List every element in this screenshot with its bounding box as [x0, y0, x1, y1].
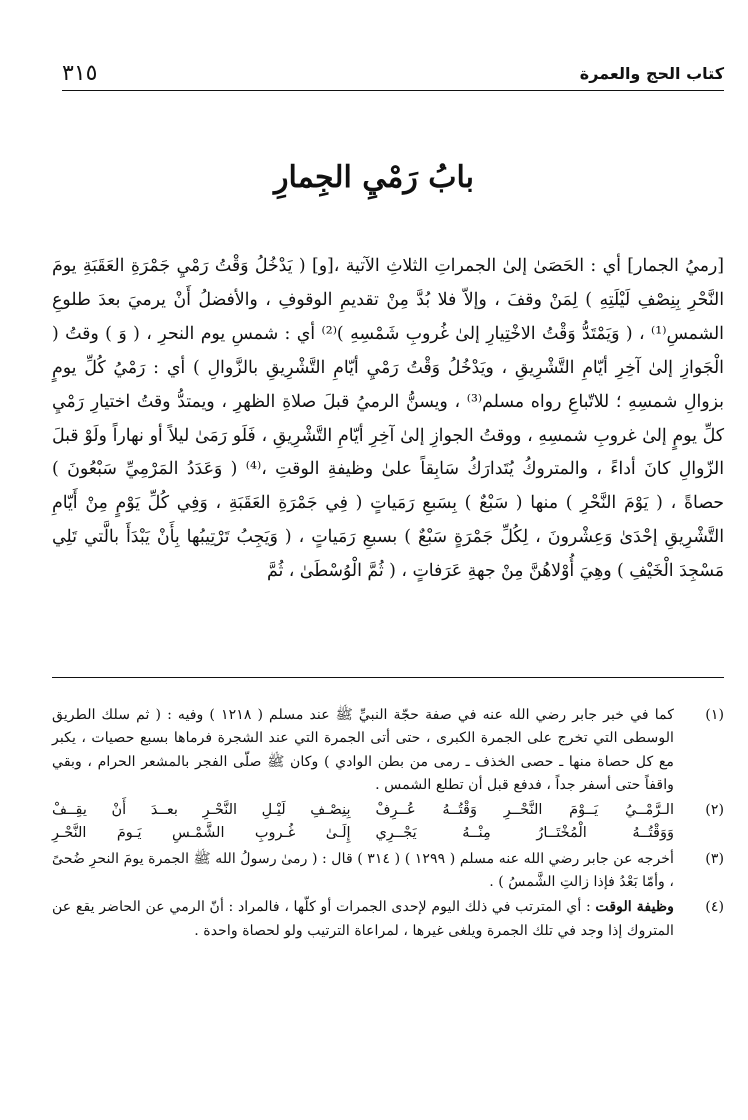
verse-hemistich: بِنِصْـفِ لَيْـلِ النَّحْـرِ بعــدَ أَنْ يقِــفْ — [52, 802, 351, 819]
footnote-number: (٢) — [705, 802, 724, 819]
verse-line — [52, 799, 674, 822]
book-title: كتاب الحج والعمرة — [579, 63, 724, 83]
verse-hemistich: إِلَـىٰ غُـروبِ الشَّمْـسِ يَـومَ النَّحْـرِ — [52, 825, 351, 842]
footnote-number: (١) — [705, 707, 724, 723]
footnote-4 — [52, 896, 724, 943]
footnote-separator — [52, 677, 724, 678]
footnote-3 — [52, 848, 724, 895]
footnote-2 — [52, 799, 724, 846]
verse-hemistich: وَوَقْتُــهُ الْمُخْتَــارُ مِنْــهُ يَجْــرِي — [375, 825, 674, 842]
main-paragraph: [رميُ الجمار] أي : الحَصَىٰ إلىٰ الجمراتِ الثلاثِ الآتية ،[و] ( يَدْخُلُ وَقْتُ رَمْيِ جَمْرَةِ العَقَبَةِ يومَ النَّحْرِ بِنِصْفِ لَيْلَتِهِ ) لِمَنْ وقفَ ، وإلاّ فلا بُدَّ مِنْ تقديمِ الوقوفِ ، والأفضلُ أَنْ يرميَ بعدَ طلوعِ الشمسِ⁽¹⁾ ، ( وَيَمْتَدُّ وَقْتُ الاخْتِيارِ إلىٰ غُروبِ شَمْسِهِ )⁽²⁾ أي : شمسِ يوم النحرِ ، ( وَ ) وقتُ ( الْجَوازِ إلىٰ آخِرِ أيّامِ التَّشْرِيقِ ، ويَدْخُلُ وَقْتُ رَمْيِ أيّامِ التَّشْرِيقِ بالزَّوالِ ) أي : رَمْيُ كُلِّ يومٍ بزوالِ شمسِهِ ؛ للاتّباعِ رواه مسلم⁽³⁾ ، ويسنُّ الرميُ قبلَ صلاةِ الظهرِ ، ويمتدُّ وقتُ اختيارِ رَمْيِ كلِّ يومٍ إلىٰ غروبِ شمسِهِ ، ووقتُ الجوازِ إلىٰ آخِرِ أيّامِ التَّشْرِيقِ ، فَلَو رَمَىٰ ليلاً أو نهاراً ولَوْ قبلَ الزّوالِ كانَ أداءً ، والمتروكُ يُتَدارَكُ سَابِقاً علىٰ وظيفةِ الوقتِ ،⁽⁴⁾ ( وَعَدَدُ المَرْمِيِّ سَبْعُونَ ) حصاةً ، ( يَوْمَ النَّحْرِ ) منها ( سَبْعٌ ) بِسَبعِ رَمَياتٍ ( فِي جَمْرَةِ العَقَبَةِ ، وَفِي كُلِّ يَوْمٍ مِنْ أَيّامِ التَّشْرِيقِ إحْدَىٰ وَعِشْرونَ ، لِكُلِّ جَمْرَةٍ سَبْعٌ ) بسبعِ رَمَياتٍ ، ( وَيَجِبُ تَرْتِيبُها بِأَنْ يَبْدَأَ بالَّتي تَلِي مَسْجِدَ الْخَيْفِ ) وهِيَ أُوْلاهُنَّ مِنْ جهةِ عَرَفاتٍ ، ( ثُمَّ الْوُسْطَىٰ ، ثُمَّ — [52, 256, 724, 582]
chapter-title: بابُ رَمْيِ الجِمارِ — [274, 160, 474, 195]
verse-hemistich: الـرَّمْــيُ يَــوْمَ النَّحْــرِ وَقْتُــهُ عُــرِفْ — [375, 802, 674, 819]
footnote-text: أخرجه عن جابر رضي الله عنه مسلم ( ١٢٩٩ ) ( ٣١٤ ) قال : ( رمىٰ رسولُ الله ﷺ الجمرة يومَ النحرِ ضُحىً ، وأمّا بَعْدُ فإذا زالتِ الشَّمسُ ) . — [52, 850, 674, 891]
footnotes — [52, 704, 724, 945]
footnote-1 — [52, 704, 724, 797]
footnote-body — [52, 896, 674, 943]
page-number: ٣١٥ — [62, 60, 98, 86]
main-text — [52, 250, 724, 589]
footnote-term: وظيفة الوقت — [595, 899, 674, 916]
verse-block — [52, 799, 674, 846]
footnote-text: كما في خبر جابر رضي الله عنه في صفة حجّة النبيِّ ﷺ عند مسلم ( ١٢١٨ ) وفيه : ( ثم سلك الطريق الوسطى التي تخرج على الجمرة الكبرى ، حتى أتى الجمرة التي عند الشجرة فرماها بسبع حصيات ، يكبر مع كل حصاة منها ـ حصى الخذف ـ رمى من بطن الوادي ) وكان ﷺ صلّى الفجر بالمشعر الحرام ، وبقي واقفاً حتى أسفر جداً ، فدفع قبل أن تطلع الشمس . — [52, 707, 674, 793]
footnote-number: (٣) — [705, 850, 724, 867]
verse-line — [52, 822, 674, 845]
running-header — [62, 56, 724, 91]
footnote-number: (٤) — [705, 899, 724, 916]
footnote-text: : أي المترتب في ذلك اليوم لإحدى الجمرات أو كلّها ، فالمراد : أنّ الرمي عن الحاضر يقع عن المتروك إذا وجد في تلك الجمرة ويلغى غيرها ، لمراعاة الترتيب ولو لحصاة واحدة . — [52, 899, 674, 939]
